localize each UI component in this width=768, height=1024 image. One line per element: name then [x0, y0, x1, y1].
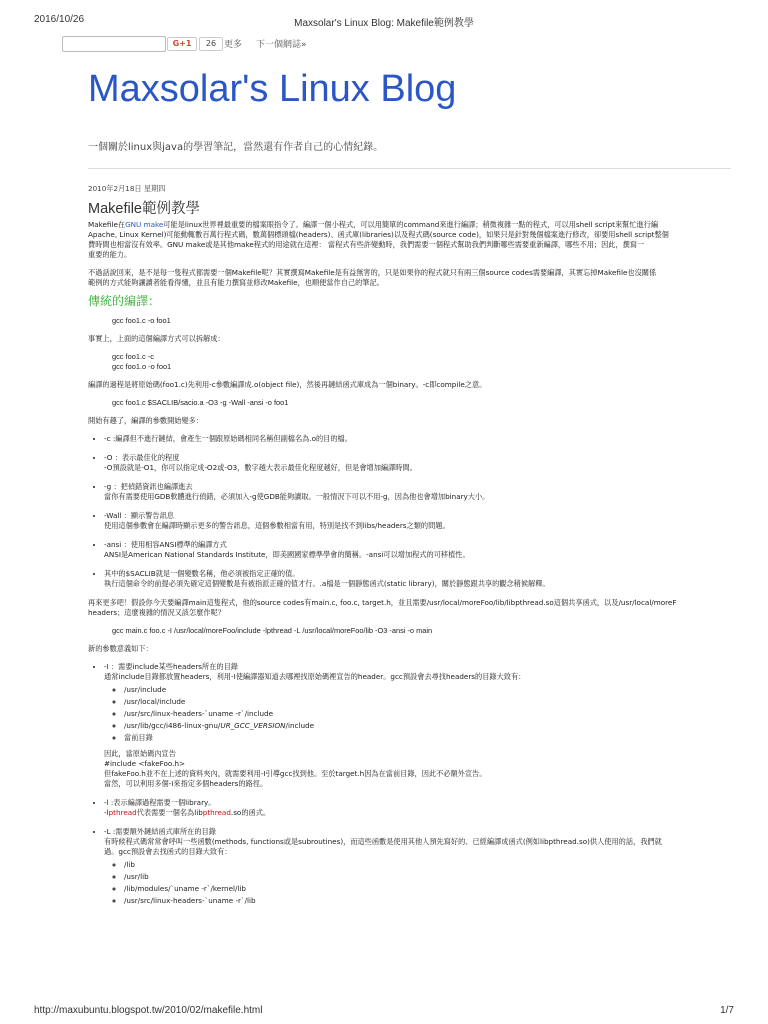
intro-text: 不過話說回來，是不是每一隻程式都需要一個Makefile呢？其實撰寫Makefile是有益無害的，只是如果你的程式就只有兩三個source codes需要編譯，其實忘掉Makefile也沒關係	[88, 268, 657, 277]
code-line: gcc foo1.c -o foo1	[112, 316, 171, 325]
option-item	[104, 434, 731, 444]
option-item-I	[104, 662, 731, 789]
path-item: ◦ /usr/lib	[124, 872, 731, 882]
detail-text: 代表需要一個名為lib	[136, 808, 203, 817]
option-item	[104, 540, 731, 560]
code-line: gcc foo1.o -o foo1	[112, 362, 172, 371]
path-item: ◦ /lib	[124, 860, 731, 870]
option-detail: 當你有需要使用GDB軟體進行偵錯，必須加入-g使GDB能夠讀取。一般情況下可以不用-g，因為他也會增加binary大小。	[104, 492, 490, 501]
option-head: • 其中的$SACLIB就是一個變數名稱，他必須被指定正確的值。	[104, 569, 300, 578]
intro-text: 可能是linux世界裡最重要的檔案眼指令了。編譯一個小程式，可以用簡單的command來進行編譯；稍微複雜一點的程式，可以用shell script來幫忙進行編	[163, 220, 659, 229]
path-item: ◦ /usr/include	[124, 685, 731, 695]
option-head: • -L :需要額外鏈結函式庫所在的目錄	[104, 827, 216, 836]
option-detail: ANSI是American National Standards Institute，即美國國家標準學會的簡稱。-ansi可以增加程式的可移植性。	[104, 550, 470, 559]
paragraph-split: 事實上，上面的這個編譯方式可以拆解成：	[88, 334, 225, 343]
detail-text: -l	[104, 808, 109, 817]
paragraph-compile: 編譯的過程是將原始碼(foo1.c)先利用-c參數編譯成.o(object file)，然後再鏈結函式庫成為一個binary。-c即compile之意。	[88, 380, 487, 389]
option-detail: #include <fakeFoo.h>	[104, 759, 186, 768]
code-line: gcc main.c foo.c -I /usr/local/moreFoo/include -lpthread -L /usr/local/moreFoo/lib -O3 -ansi -o main	[112, 626, 433, 635]
next-blog-link[interactable]: 下一個網誌»	[256, 40, 307, 50]
intro-text: 重要的能力。	[88, 250, 132, 259]
code-block-2	[112, 352, 731, 372]
page-number: 1/7	[720, 1005, 734, 1016]
intro-text: Makefile在	[88, 220, 126, 229]
intro-paragraph-1	[88, 220, 731, 260]
paragraph-new-params: 新的參數意義如下：	[88, 644, 153, 653]
option-item	[104, 482, 731, 502]
path-item: ◦ /usr/src/linux-headers-`uname -r`/lib	[124, 896, 731, 906]
more-link[interactable]: 更多	[224, 40, 243, 50]
paragraph-line: headers；這麼複雜的情況又該怎麼作呢？	[88, 608, 225, 617]
post-date: 2010年2月18日 星期四	[88, 184, 166, 193]
code-block-4	[112, 626, 731, 636]
search-input[interactable]	[62, 36, 166, 52]
paragraph-more	[88, 598, 731, 618]
option-detail: 但fakeFoo.h並不在上述的資料夾內，就需要利用-I引導gcc找到他。至於target.h因為在當前目錄，因此不必額外宣告。	[104, 769, 487, 778]
intro-paragraph-2	[88, 268, 731, 288]
print-date: 2016/10/26	[34, 14, 85, 25]
path-item	[124, 721, 731, 731]
post-title[interactable]: Makefile範例教學	[88, 201, 200, 217]
lib-path-list	[104, 860, 731, 906]
intro-text: Apache, Linux Kernel)可能動輒數百萬行程式碼，數萬個標頭檔(headers)、函式庫(libraries)以及程式碼(source code)，如果只是針對幾個檔案進行修改，卻要用shell script整個	[88, 230, 669, 239]
new-options-list	[88, 662, 731, 906]
print-header	[0, 14, 768, 30]
code-block-1	[112, 316, 731, 326]
intro-text: 範例的方式能夠讓讀者能看得懂，並且有能力撰寫並修改Makefile，也順便當作自己的筆記。	[88, 278, 384, 287]
page-url: http://maxubuntu.blogspot.tw/2010/02/makefile.html	[34, 1005, 263, 1016]
path-item: ◦ /lib/modules/`uname -r`/kernel/lib	[124, 884, 731, 894]
path-item: ◦ /usr/src/linux-headers-`uname -r`/include	[124, 709, 731, 719]
include-path-list	[104, 685, 731, 743]
path-text: UR_GCC_VERSION	[220, 721, 286, 730]
option-detail: 因此，當原始碼內宣告	[104, 749, 176, 758]
path-item: ◦ /usr/local/include	[124, 697, 731, 707]
option-item	[104, 511, 731, 531]
option-detail: 執行這個命令的前提必須先確定這個變數是有被指派正確的值才行。.a檔是一個靜態函式(static library)，關於靜態跟共享的觀念稍候解釋。	[104, 579, 550, 588]
path-item: ◦ 當前目錄	[124, 733, 731, 743]
code-line: gcc foo1.c -c	[112, 352, 154, 361]
detail-text: .so的函式。	[230, 808, 271, 817]
blog-description: 一個關於linux與java的學習筆記，當然還有作者自己的心情紀錄。	[88, 142, 384, 153]
gnu-make-link[interactable]: GNU make	[125, 220, 164, 229]
paragraph-line: 再來更多吧！假設你今天要編譯main這隻程式，他的source codes有main.c, foo.c, target.h，並且需要/usr/local/moreFoo/lib/libpthread.so這個共享函式，以及/usr/local/moreF	[88, 598, 677, 607]
detail-text: pthread	[108, 808, 137, 817]
option-detail: 過。gcc預設會去找函式的目錄大致有：	[104, 847, 232, 856]
code-block-3	[112, 398, 731, 408]
option-item-l	[104, 798, 731, 818]
option-head: • -Wall ：顯示警告訊息	[104, 511, 174, 520]
blog-post	[88, 184, 731, 915]
intro-text: 費時間也相當沒有效率。GNU make或是其他make程式的用途就在這裡： 當程式有些許變動時，我們需要一個程式幫助我們判斷哪些需要重新編譯，哪些不用；因此，撰寫一	[88, 240, 645, 249]
google-plus-button[interactable]: G+1	[167, 37, 197, 51]
option-detail: -O預設就是-O1，你可以指定成-O2或-O3，數字越大表示最佳化程度越好，但是會增加編譯時間。	[104, 463, 417, 472]
paragraph-complex: 開始有趣了，編譯的參數開始變多：	[88, 416, 204, 425]
option-detail: 有時候程式碼常常會呼叫一些函數(methods, functions或是subroutines)，而這些函數是使用其他人預先寫好的、已經編譯成函式(例如libpthread.so)供人使用的話，我們就	[104, 837, 662, 846]
option-head: • -l :表示編譯過程需要一個library。	[104, 798, 216, 807]
path-text: /usr/lib/gcc/i486-linux-gnu/	[124, 721, 221, 730]
option-head: • -ansi ：使用相容ANSI標準的編譯方式	[104, 540, 227, 549]
section-heading-traditional: 傳統的編譯：	[88, 294, 161, 308]
detail-text: pthread	[202, 808, 231, 817]
blogger-navbar	[62, 36, 482, 54]
blog-title[interactable]: Maxsolar's Linux Blog	[88, 68, 457, 110]
option-item	[104, 453, 731, 473]
option-item-L	[104, 827, 731, 906]
code-line: gcc foo1.c $SACLIB/sacio.a -O3 -g -Wall -ansi -o foo1	[112, 398, 289, 407]
google-plus-count: 26	[199, 37, 223, 51]
option-head: • -I ：需要include某些headers所在的目錄	[104, 662, 238, 671]
option-head: • -c :編譯但不進行鏈結，會產生一個跟原始碼相同名稱但副檔名為.o的目的檔。	[104, 434, 352, 443]
option-item	[104, 569, 731, 589]
header-divider	[88, 168, 731, 169]
option-head: • -g ：把偵錯資訊也編譯進去	[104, 482, 193, 491]
option-detail: 使用這個參數會在編譯時顯示更多的警告訊息，這個參數相當有用，特別是找不到libs/headers之類的問題。	[104, 521, 450, 530]
print-page-title: Maxsolar's Linux Blog: Makefile範例教學	[294, 18, 474, 29]
path-text: /include	[285, 721, 315, 730]
option-head: • -O ：表示最佳化的程度	[104, 453, 180, 462]
option-detail	[104, 808, 731, 818]
options-list	[88, 434, 731, 589]
option-detail: 通常include目錄都放置headers，利用-I使編譯器知道去哪裡找原始碼裡宣告的header。gcc預設會去尋找headers的目錄大致有：	[104, 672, 526, 681]
option-detail: 當然，可以利用多個-I來指定多個headers的路徑。	[104, 779, 268, 788]
